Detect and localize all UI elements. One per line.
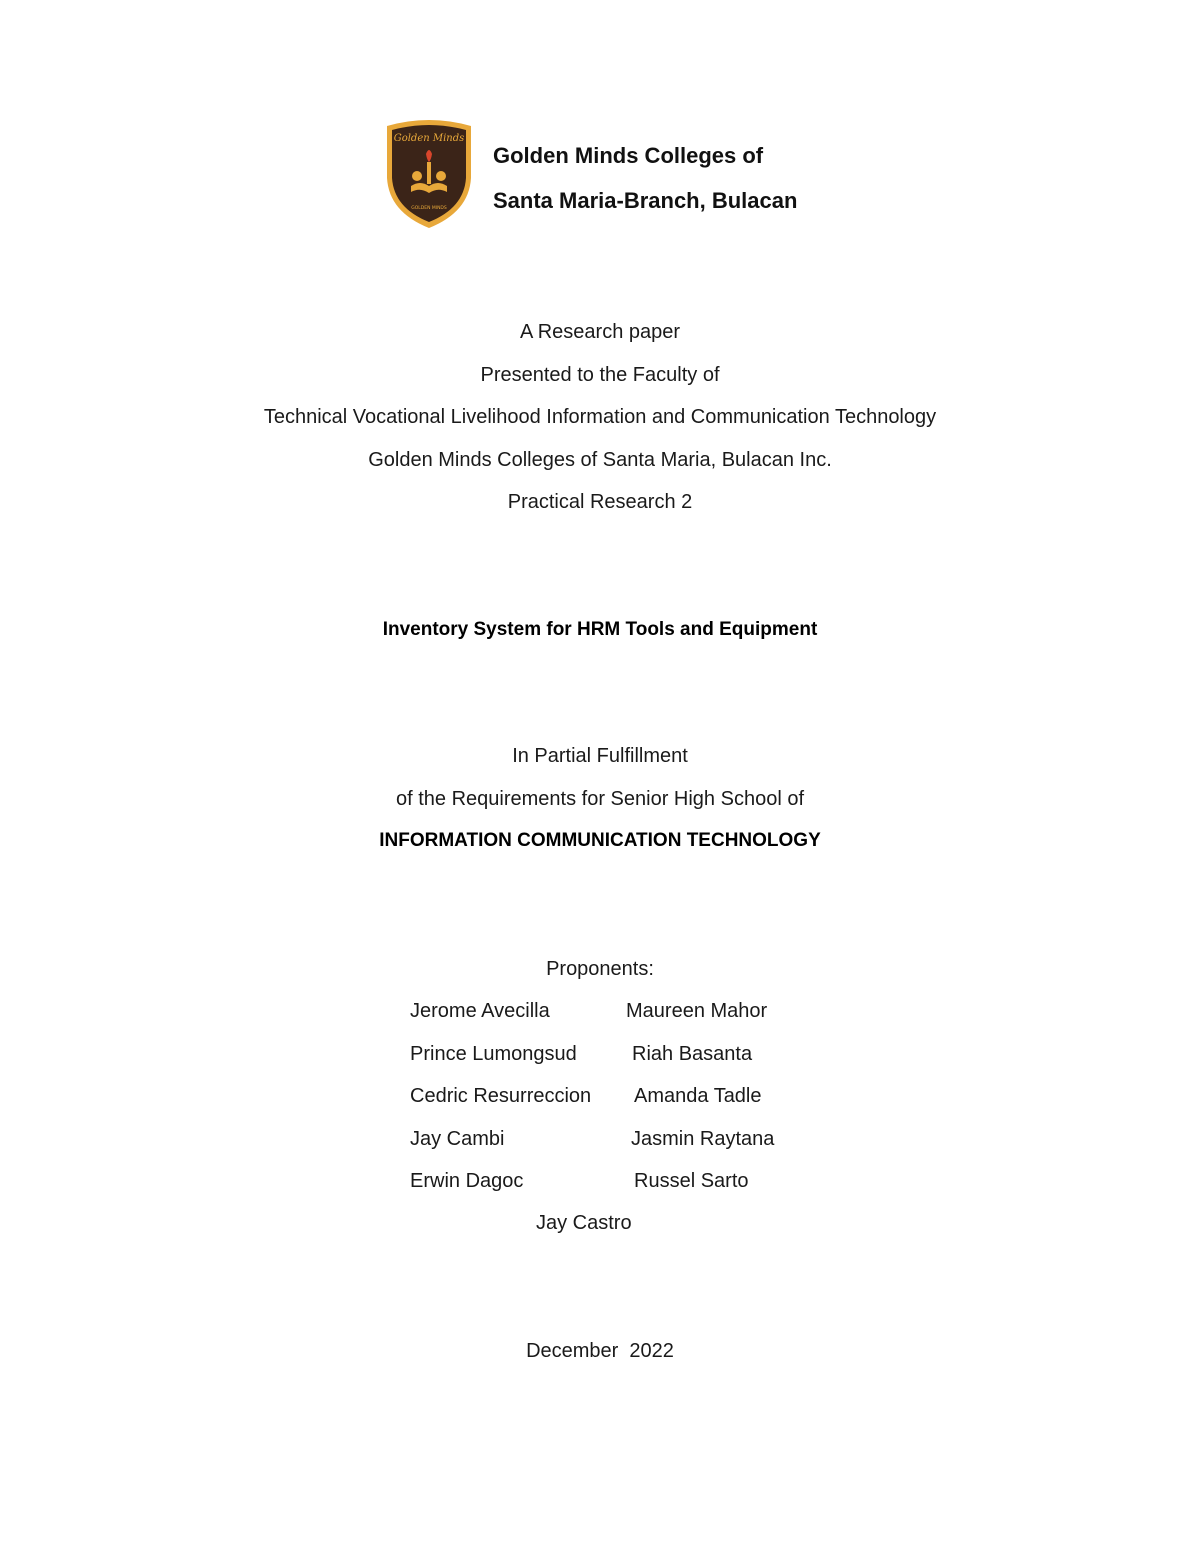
proponent-name: Amanda Tadle (634, 1085, 762, 1107)
proponent-row (410, 1085, 830, 1128)
proponent-name: Prince Lumongsud (410, 1042, 577, 1065)
intro-line-2: Presented to the Faculty of (480, 364, 720, 386)
proponent-name: Maureen Mahor (626, 1000, 768, 1022)
logo-wordmark: Golden Minds (393, 133, 465, 144)
school-name-line1: Golden Minds Colleges of (493, 143, 764, 168)
proponent-name: Jasmin Raytana (631, 1127, 775, 1150)
research-title: Inventory System for HRM Tools and Equipment (382, 619, 818, 640)
proponent-name: Jerome Avecilla (410, 1000, 550, 1022)
proponents-label: Proponents: (546, 958, 654, 980)
school-name-line2: Santa Maria-Branch, Bulacan (493, 188, 798, 213)
fulfillment-line-1: In Partial Fulfillment (512, 745, 688, 767)
proponents-list (410, 1000, 830, 1213)
proponent-name: Cedric Resurreccion (410, 1085, 592, 1107)
intro-line-3: Technical Vocational Livelihood Information and Communication Technology (263, 406, 937, 428)
proponent-row (410, 1128, 830, 1171)
intro-line-4: Golden Minds Colleges of Santa Maria, Bulacan Inc. (368, 449, 832, 471)
document-date: December 2022 (526, 1340, 674, 1362)
proponent-name: Riah Basanta (632, 1042, 753, 1065)
school-logo (383, 116, 475, 230)
intro-line-1: A Research paper (519, 321, 681, 343)
proponent-row (410, 1043, 830, 1086)
school-header (383, 116, 863, 232)
proponent-row (410, 1000, 830, 1043)
logo-caption: GOLDEN MINDS (411, 206, 447, 211)
proponent-name: Russel Sarto (634, 1170, 749, 1192)
fulfillment-line-3: INFORMATION COMMUNICATION TECHNOLOGY (379, 830, 821, 851)
fulfillment-line-2: of the Requirements for Senior High School of (396, 788, 804, 810)
proponent-name: Jay Cambi (410, 1127, 505, 1150)
proponent-row (410, 1170, 830, 1213)
proponent-name: Erwin Dagoc (410, 1170, 524, 1192)
intro-line-5: Practical Research 2 (507, 491, 693, 513)
proponent-name-last: Jay Castro (536, 1212, 632, 1234)
